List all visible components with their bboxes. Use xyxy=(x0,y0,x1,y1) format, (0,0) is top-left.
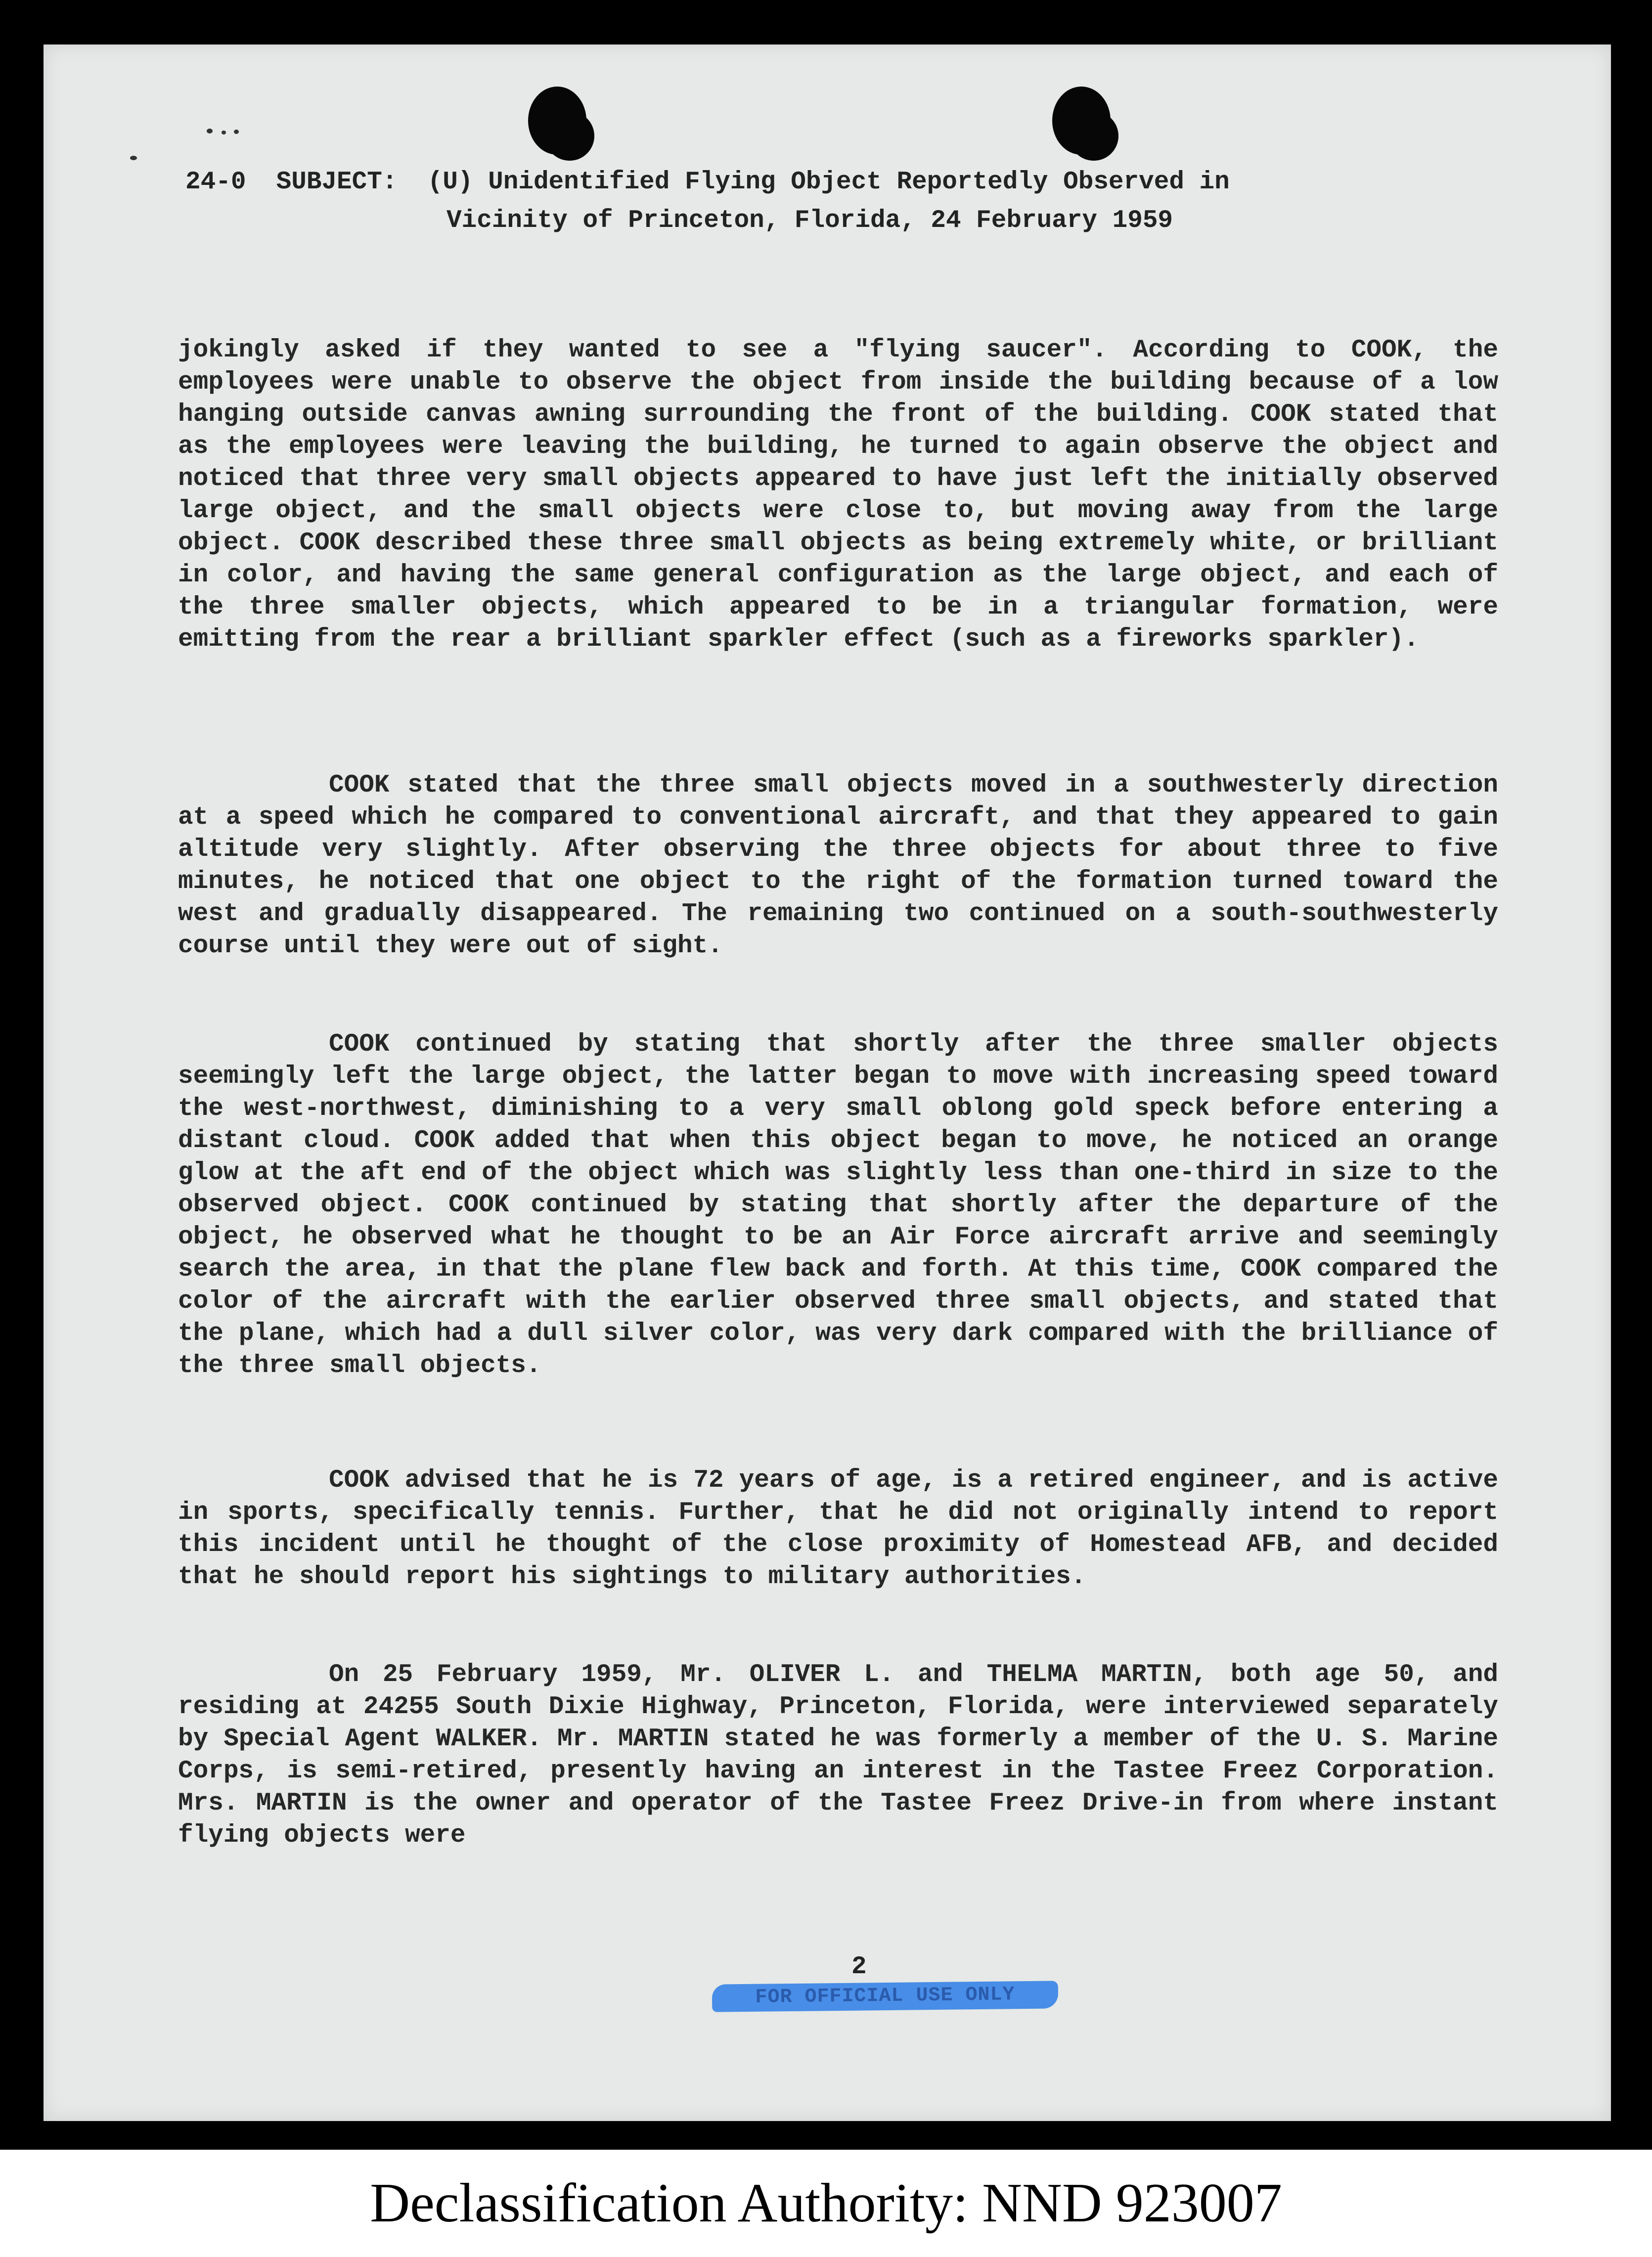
punch-hole-right xyxy=(1052,87,1111,155)
body-paragraph: COOK advised that he is 72 years of age, is a retired engineer, and is active in sports, specifically tennis. Further, that he did not originally intend to report this incident until he thought of the close proximity of Homestead AFB, and decided that he should report his sightings to military authorities. xyxy=(178,1466,1498,1591)
subject-label: SUBJECT: xyxy=(276,168,398,196)
body-paragraph: On 25 February 1959, Mr. OLIVER L. and THELMA MARTIN, both age 50, and residing at 24255 South Dixie Highway, Princeton, Florida, were interviewed separately by Special Agent WALKER. Mr. MARTIN stated he was formerly a member of the U. S. Marine Corps, is semi-retired, presently having an interest in the Tastee Freez Corporation. Mrs. MARTIN is the owner and operator of the Tastee Freez Drive-in from where instant flying objects were xyxy=(178,1661,1498,1850)
subject-line-1: (U) Unidentified Flying Object Reportedly Observed in xyxy=(427,168,1230,196)
subject-code: 24-0 xyxy=(185,168,246,196)
body-paragraph: jokingly asked if they wanted to see a "flying saucer". According to COOK, the employees were unable to observe the object from inside the building because of a low hanging outside canvas awning surrounding the front of the building. COOK stated that as the employees were leaving the building, he turned to again observe the object and noticed that three very small objects appeared to have just left the initially observed large object, and the small objects were close to, but moving away from the large object. COOK described these three small objects as being extremely white, or brilliant in color, and having the same general configuration as the large object, and each of the three smaller objects, which appeared to be in a triangular formation, were emitting from the rear a brilliant sparkler effect (such as a fireworks sparkler). xyxy=(178,336,1498,654)
page-number: 2 xyxy=(851,1953,867,1981)
declassification-footer: Declassification Authority: NND 923007 xyxy=(370,2172,1282,2234)
scan-speck xyxy=(207,129,213,133)
scan-speck xyxy=(130,156,137,160)
punch-hole-left xyxy=(528,87,586,155)
scan-speck xyxy=(234,130,239,134)
official-use-stamp: FOR OFFICIAL USE ONLY xyxy=(712,1981,1059,2012)
subject-block xyxy=(185,163,1230,240)
body-paragraph: COOK stated that the three small objects moved in a southwesterly direction at a speed which he compared to conventional aircraft, and that they appeared to gain altitude very slightly. After observing the three objects for about three to five minutes, he noticed that one object to the right of the formation turned toward the west and gradually disappeared. The remaining two continued on a south-southwesterly course until they were out of sight. xyxy=(178,771,1498,960)
scan-speck xyxy=(222,131,226,134)
body-paragraph: COOK continued by stating that shortly after the three smaller objects seemingly left the large object, the latter began to move with increasing speed toward the west-northwest, diminishing to a very small oblong gold speck before entering a distant cloud. COOK added that when this object began to move, he noticed an orange glow at the aft end of the object which was slightly less than one-third in size to the observed object. COOK continued by stating that shortly after the departure of the object, he observed what he thought to be an Air Force aircraft arrive and seemingly search the area, in that the plane flew back and forth. At this time, COOK compared the color of the aircraft with the earlier observed three small objects, and stated that the plane, which had a dull silver color, was very dark compared with the brilliance of the three small objects. xyxy=(178,1030,1498,1380)
subject-line-2: Vicinity of Princeton, Florida, 24 February 1959 xyxy=(446,207,1173,235)
